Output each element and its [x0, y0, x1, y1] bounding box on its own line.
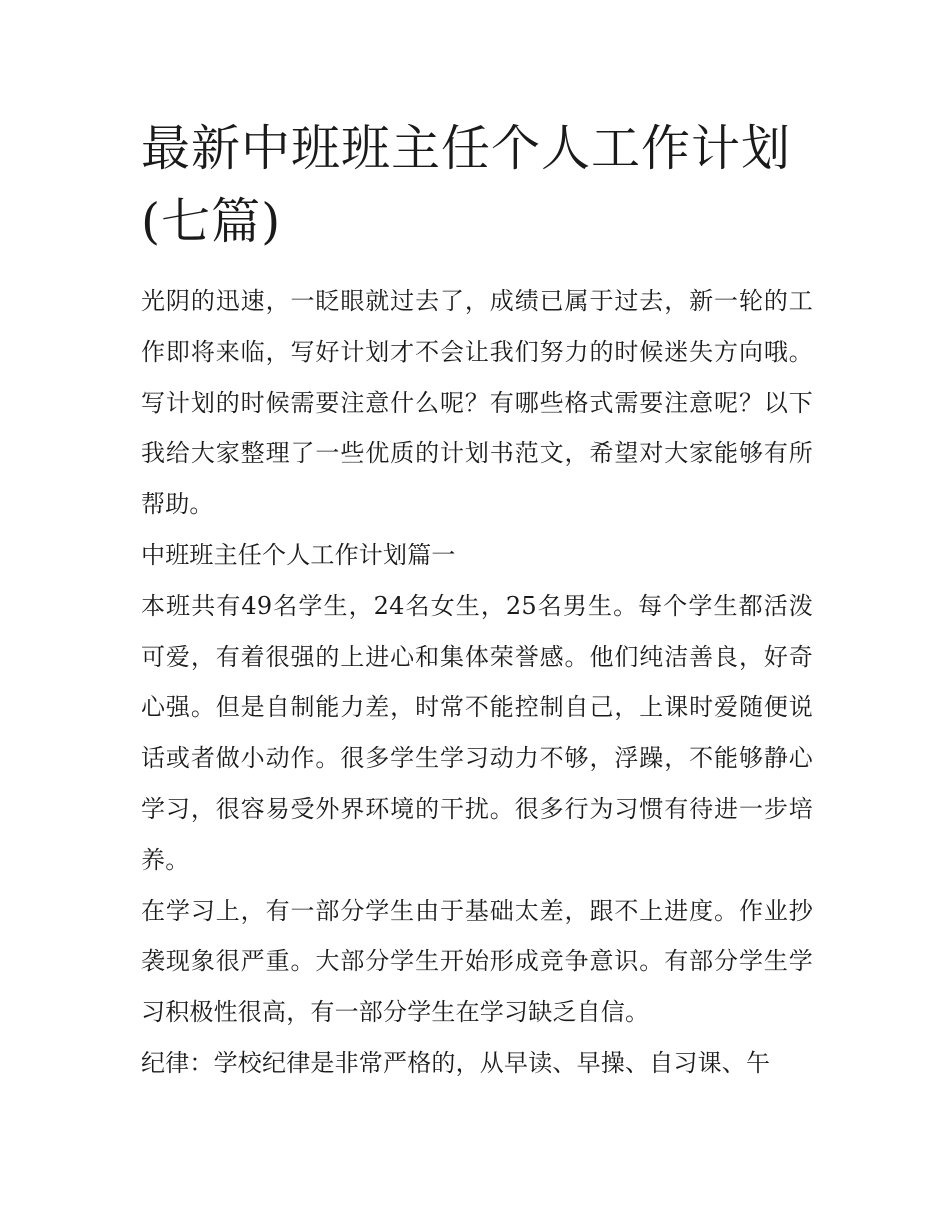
document-body — [141, 276, 813, 1089]
class-overview-paragraph: 本班共有49名学生，24名女生，25名男生。每个学生都活泼可爱，有着很强的上进心和集体荣誉感。他们纯洁善良，好奇心强。但是自制能力差，时常不能控制自己，上课时爱随便说话或者做小动作。很多学生学习动力不够，浮躁，不能够静心学习，很容易受外界环境的干扰。很多行为习惯有待进一步培养。 — [141, 591, 813, 874]
document-title: 最新中班班主任个人工作计划(七篇) — [141, 120, 792, 250]
intro-paragraph: 光阴的迅速，一眨眼就过去了，成绩已属于过去，新一轮的工作即将来临，写好计划才不会让我们努力的时候迷失方向哦。写计划的时候需要注意什么呢？有哪些格式需要注意呢？以下我给大家整理了一些优质的计划书范文，希望对大家能够有所帮助。 — [141, 287, 813, 519]
section-heading: 中班班主任个人工作计划篇一 — [141, 540, 456, 569]
discipline-paragraph: 纪律：学校纪律是非常严格的，从早读、早操、自习课、午 — [141, 1048, 771, 1077]
study-paragraph: 在学习上，有一部分学生由于基础太差，跟不上进度。作业抄袭现象很严重。大部分学生开始形成竞争意识。有部分学生学习积极性很高，有一部分学生在学习缺乏自信。 — [141, 896, 813, 1027]
